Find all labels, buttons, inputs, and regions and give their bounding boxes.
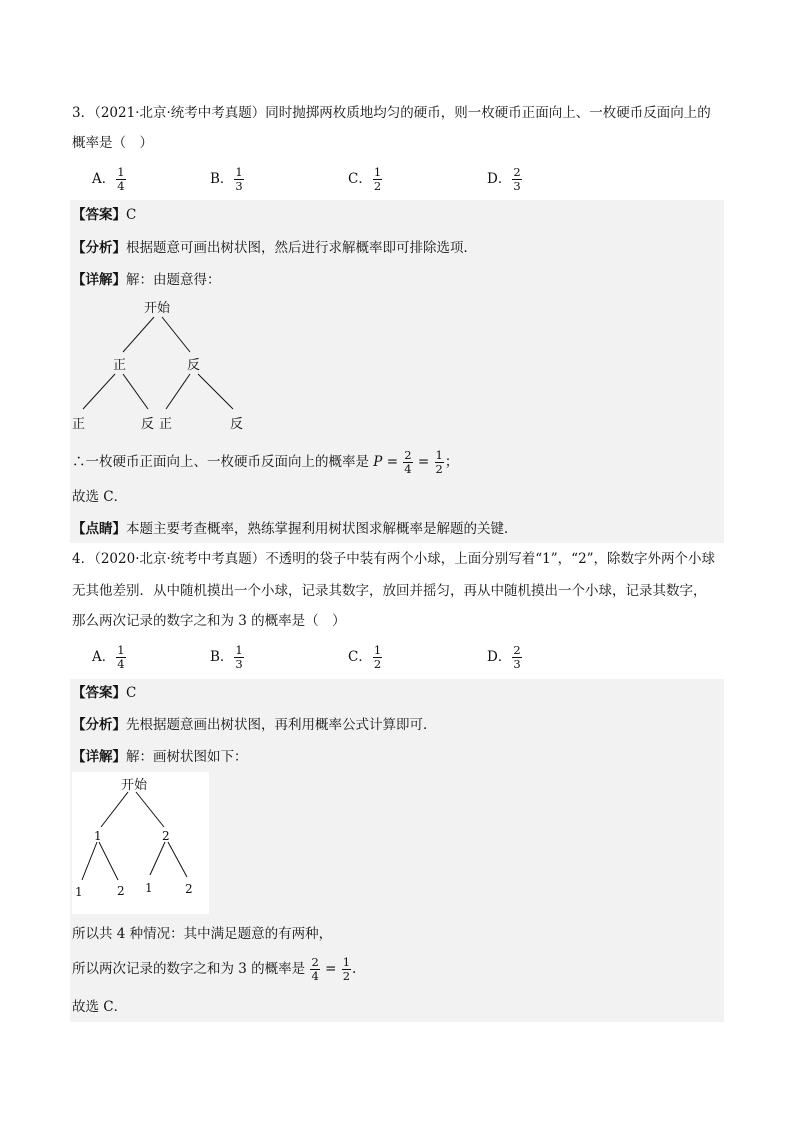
detail-text: 解：画树状图如下：: [126, 749, 248, 765]
q4-tree-diagram: [72, 772, 209, 914]
detail-tag: 【详解】: [72, 272, 126, 288]
option-label: D．: [487, 649, 512, 665]
q3-comment: [72, 519, 518, 539]
q3-stem-line1: 3．（2021·北京·统考中考真题）同时抛掷两枚质地均匀的硬币，则一枚硬币正面向上、一枚硬币反面向上的: [72, 105, 711, 121]
comment-tag: 【点睛】: [72, 521, 126, 537]
option-fraction: $\frac{2}{3}$: [513, 643, 521, 671]
answer-value: C: [126, 207, 137, 223]
option-label: D．: [487, 171, 512, 187]
q4-detail: [72, 747, 248, 767]
option-label: A．: [92, 649, 116, 665]
probability-text: 所以两次记录的数字之和为 3 的概率是: [72, 961, 306, 977]
tree-root-label: 开始: [144, 301, 171, 316]
tree-leaf-label: 2: [117, 884, 125, 898]
q3-choose: 故选 C．: [72, 489, 128, 505]
q4-analysis: [72, 715, 437, 735]
option-fraction: $\frac{1}{4}$: [117, 165, 125, 193]
option-fraction: $\frac{1}{3}$: [235, 165, 243, 193]
tree-node-label: 2: [162, 829, 170, 843]
q3-detail: [72, 270, 221, 290]
option-fraction: $\frac{1}{3}$: [235, 643, 243, 671]
equals-sign: =: [325, 961, 337, 977]
option-label: A．: [92, 171, 116, 187]
q4-stem-line3: 那么两次记录的数字之和为 3 的概率是（ ）: [72, 613, 346, 629]
tree-leaf-label: 反: [230, 417, 244, 432]
option-fraction: $\frac{1}{2}$: [373, 643, 382, 671]
answer-tag: 【答案】: [72, 685, 126, 701]
tree-root-label: 开始: [121, 778, 148, 793]
q3-tree-diagram: [70, 295, 270, 435]
answer-tag: 【答案】: [72, 207, 126, 223]
tree-leaf-label: 1: [145, 881, 153, 895]
conclusion-suffix: ；: [444, 454, 459, 470]
q4-option-d: [487, 644, 523, 671]
option-fraction: $\frac{1}{2}$: [373, 165, 382, 193]
analysis-tag: 【分析】: [72, 717, 126, 733]
q3-option-b: [210, 166, 245, 193]
q4-cases: 所以共 4 种情况：其中满足题意的有两种，: [72, 926, 333, 942]
q3-answer: [72, 205, 136, 225]
q3-analysis: [72, 238, 477, 258]
q4-probability: [72, 955, 356, 983]
q4-stem-line1: 4．（2020·北京·统考中考真题）不透明的袋子中装有两个小球，上面分别写着“1”，“2”，除数字外两个小球: [72, 551, 716, 567]
fraction: $\frac{2}{4}$: [311, 955, 319, 983]
analysis-text: 先根据题意画出树状图，再利用概率公式计算即可．: [126, 717, 437, 733]
tree-leaf-label: 正: [159, 417, 173, 432]
tree-leaf-label: 1: [75, 885, 83, 899]
q3-option-d: [487, 166, 523, 193]
option-label: C．: [348, 649, 372, 665]
q4-choose: 故选 C．: [72, 999, 128, 1015]
equals-sign: =: [417, 454, 430, 470]
answer-value: C: [126, 685, 137, 701]
tree-leaf-label: 2: [185, 882, 193, 896]
q3-option-a: [92, 166, 127, 193]
option-fraction: $\frac{1}{4}$: [117, 643, 125, 671]
detail-tag: 【详解】: [72, 749, 126, 765]
q4-option-c: [348, 644, 383, 671]
conclusion-text: ∴一枚硬币正面向上、一枚硬币反面向上的概率是: [72, 454, 369, 470]
option-label: B．: [210, 171, 234, 187]
q4-answer: [72, 683, 136, 703]
probability-suffix: .: [352, 961, 357, 977]
probability-symbol: P: [373, 454, 383, 470]
fraction: $\frac{1}{2}$: [342, 955, 351, 983]
detail-text: 解：由题意得：: [126, 272, 221, 288]
q3-stem-line2: 概率是（ ）: [72, 135, 153, 151]
option-fraction: $\frac{2}{3}$: [513, 165, 521, 193]
fraction: $\frac{1}{2}$: [435, 448, 443, 476]
tree-leaf-label: 正: [72, 417, 86, 432]
tree-node-label: 1: [94, 829, 102, 843]
q4-stem-line2: 无其他差别．从中随机摸出一个小球，记录其数字，放回并摇匀，再从中随机摸出一个小球，记录其数字，: [72, 583, 707, 599]
q3-conclusion: [72, 448, 458, 476]
option-label: B．: [210, 649, 234, 665]
q4-option-a: [92, 644, 127, 671]
q3-option-c: [348, 166, 383, 193]
tree-node-label: 反: [187, 358, 201, 373]
tree-node-label: 正: [113, 358, 127, 373]
fraction: $\frac{2}{4}$: [404, 448, 412, 476]
option-label: C．: [348, 171, 372, 187]
tree-leaf-label: 反: [141, 417, 155, 432]
q4-option-b: [210, 644, 245, 671]
comment-text: 本题主要考查概率，熟练掌握利用树状图求解概率是解题的关键．: [126, 521, 518, 537]
analysis-text: 根据题意可画出树状图，然后进行求解概率即可排除选项．: [126, 240, 477, 256]
analysis-tag: 【分析】: [72, 240, 126, 256]
equals-sign: =: [386, 454, 398, 470]
